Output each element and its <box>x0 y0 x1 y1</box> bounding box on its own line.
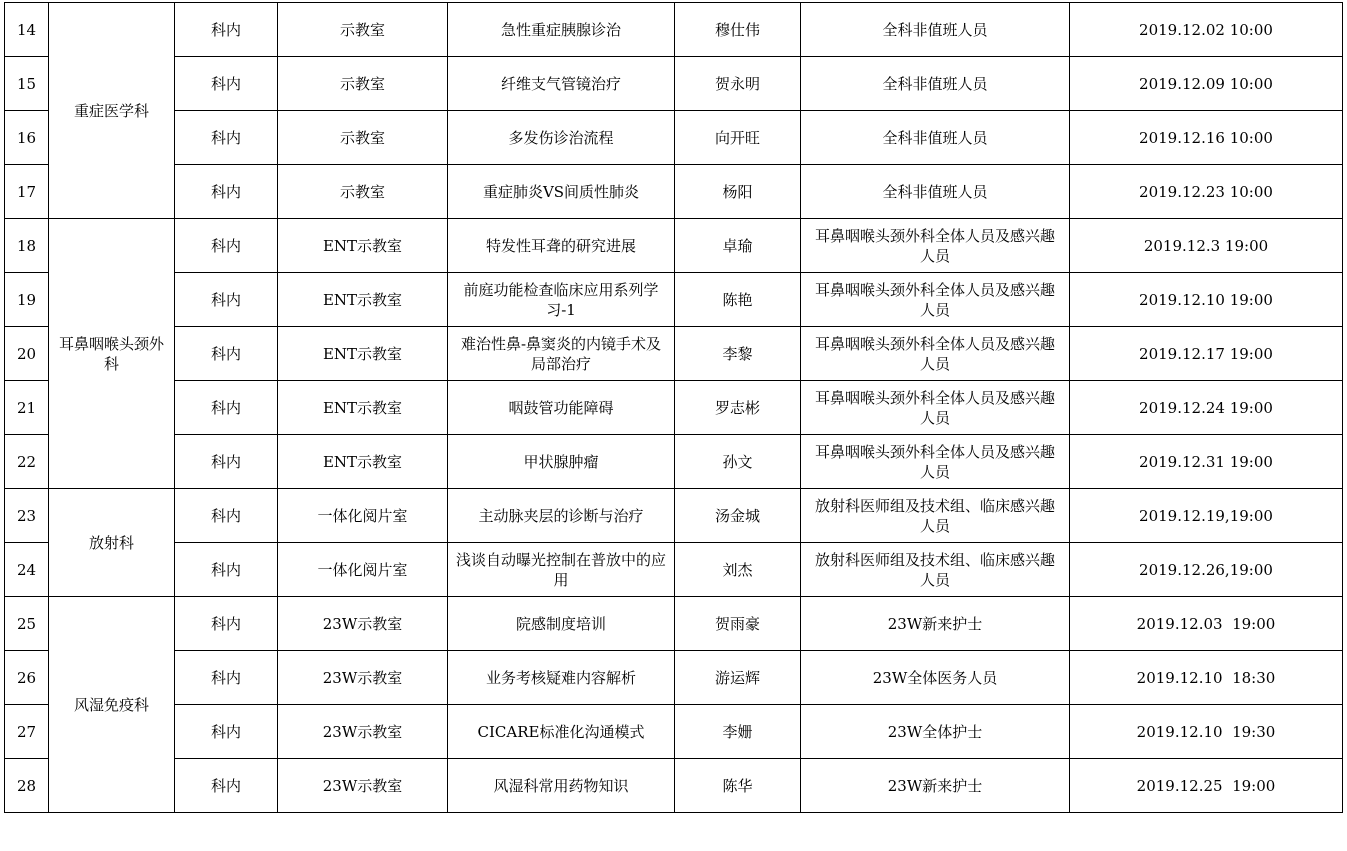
table-row <box>5 273 1343 327</box>
audience-cell: 23W全体护士 <box>801 705 1070 759</box>
location-cell: ENT示教室 <box>278 219 448 273</box>
audience-cell: 耳鼻咽喉头颈外科全体人员及感兴趣人员 <box>801 327 1070 381</box>
table-row <box>5 759 1343 813</box>
location-cell: ENT示教室 <box>278 273 448 327</box>
topic-cell: 重症肺炎VS间质性肺炎 <box>448 165 675 219</box>
row-number-cell: 23 <box>5 489 49 543</box>
table-row <box>5 543 1343 597</box>
time-cell: 2019.12.09 10:00 <box>1070 57 1343 111</box>
audience-cell: 耳鼻咽喉头颈外科全体人员及感兴趣人员 <box>801 273 1070 327</box>
table-row <box>5 381 1343 435</box>
speaker-cell: 陈艳 <box>675 273 801 327</box>
time-cell: 2019.12.23 10:00 <box>1070 165 1343 219</box>
row-number-cell: 22 <box>5 435 49 489</box>
table-row <box>5 327 1343 381</box>
speaker-cell: 贺永明 <box>675 57 801 111</box>
table-row <box>5 3 1343 57</box>
topic-cell: 浅谈自动曝光控制在普放中的应用 <box>448 543 675 597</box>
topic-cell: 特发性耳聋的研究进展 <box>448 219 675 273</box>
type-cell: 科内 <box>175 543 278 597</box>
location-cell: ENT示教室 <box>278 435 448 489</box>
table-row <box>5 489 1343 543</box>
row-number-cell: 27 <box>5 705 49 759</box>
department-cell: 耳鼻咽喉头颈外科 <box>49 219 175 489</box>
type-cell: 科内 <box>175 651 278 705</box>
type-cell: 科内 <box>175 705 278 759</box>
type-cell: 科内 <box>175 489 278 543</box>
type-cell: 科内 <box>175 597 278 651</box>
time-cell: 2019.12.10 18:30 <box>1070 651 1343 705</box>
type-cell: 科内 <box>175 165 278 219</box>
speaker-cell: 陈华 <box>675 759 801 813</box>
row-number-cell: 20 <box>5 327 49 381</box>
speaker-cell: 孙文 <box>675 435 801 489</box>
row-number-cell: 14 <box>5 3 49 57</box>
location-cell: 一体化阅片室 <box>278 489 448 543</box>
row-number-cell: 18 <box>5 219 49 273</box>
row-number-cell: 21 <box>5 381 49 435</box>
department-cell: 重症医学科 <box>49 3 175 219</box>
topic-cell: 多发伤诊治流程 <box>448 111 675 165</box>
row-number-cell: 19 <box>5 273 49 327</box>
audience-cell: 耳鼻咽喉头颈外科全体人员及感兴趣人员 <box>801 381 1070 435</box>
topic-cell: 前庭功能检查临床应用系列学习-1 <box>448 273 675 327</box>
schedule-body <box>5 3 1343 813</box>
speaker-cell: 卓瑜 <box>675 219 801 273</box>
lecture-schedule-table <box>4 2 1343 813</box>
topic-cell: 甲状腺肿瘤 <box>448 435 675 489</box>
topic-cell: 院感制度培训 <box>448 597 675 651</box>
type-cell: 科内 <box>175 435 278 489</box>
row-number-cell: 28 <box>5 759 49 813</box>
location-cell: 23W示教室 <box>278 651 448 705</box>
row-number-cell: 16 <box>5 111 49 165</box>
topic-cell: 风湿科常用药物知识 <box>448 759 675 813</box>
time-cell: 2019.12.19,19:00 <box>1070 489 1343 543</box>
type-cell: 科内 <box>175 327 278 381</box>
table-row <box>5 111 1343 165</box>
time-cell: 2019.12.25 19:00 <box>1070 759 1343 813</box>
table-row <box>5 219 1343 273</box>
topic-cell: 纤维支气管镜治疗 <box>448 57 675 111</box>
audience-cell: 耳鼻咽喉头颈外科全体人员及感兴趣人员 <box>801 219 1070 273</box>
location-cell: 示教室 <box>278 3 448 57</box>
topic-cell: 咽鼓管功能障碍 <box>448 381 675 435</box>
time-cell: 2019.12.3 19:00 <box>1070 219 1343 273</box>
row-number-cell: 25 <box>5 597 49 651</box>
audience-cell: 放射科医师组及技术组、临床感兴趣人员 <box>801 489 1070 543</box>
type-cell: 科内 <box>175 111 278 165</box>
speaker-cell: 穆仕伟 <box>675 3 801 57</box>
location-cell: 23W示教室 <box>278 705 448 759</box>
audience-cell: 全科非值班人员 <box>801 3 1070 57</box>
audience-cell: 耳鼻咽喉头颈外科全体人员及感兴趣人员 <box>801 435 1070 489</box>
topic-cell: 业务考核疑难内容解析 <box>448 651 675 705</box>
speaker-cell: 李黎 <box>675 327 801 381</box>
type-cell: 科内 <box>175 3 278 57</box>
location-cell: 23W示教室 <box>278 597 448 651</box>
speaker-cell: 贺雨豪 <box>675 597 801 651</box>
speaker-cell: 罗志彬 <box>675 381 801 435</box>
topic-cell: CICARE标准化沟通模式 <box>448 705 675 759</box>
speaker-cell: 刘杰 <box>675 543 801 597</box>
type-cell: 科内 <box>175 273 278 327</box>
table-row <box>5 435 1343 489</box>
audience-cell: 23W新来护士 <box>801 759 1070 813</box>
table-row <box>5 165 1343 219</box>
speaker-cell: 李姗 <box>675 705 801 759</box>
table-row <box>5 705 1343 759</box>
location-cell: 23W示教室 <box>278 759 448 813</box>
row-number-cell: 15 <box>5 57 49 111</box>
table-row <box>5 651 1343 705</box>
location-cell: ENT示教室 <box>278 327 448 381</box>
audience-cell: 23W全体医务人员 <box>801 651 1070 705</box>
type-cell: 科内 <box>175 219 278 273</box>
location-cell: 示教室 <box>278 57 448 111</box>
speaker-cell: 向开旺 <box>675 111 801 165</box>
type-cell: 科内 <box>175 57 278 111</box>
audience-cell: 放射科医师组及技术组、临床感兴趣人员 <box>801 543 1070 597</box>
speaker-cell: 杨阳 <box>675 165 801 219</box>
time-cell: 2019.12.02 10:00 <box>1070 3 1343 57</box>
type-cell: 科内 <box>175 759 278 813</box>
table-row <box>5 57 1343 111</box>
time-cell: 2019.12.17 19:00 <box>1070 327 1343 381</box>
row-number-cell: 17 <box>5 165 49 219</box>
time-cell: 2019.12.24 19:00 <box>1070 381 1343 435</box>
location-cell: 一体化阅片室 <box>278 543 448 597</box>
row-number-cell: 26 <box>5 651 49 705</box>
time-cell: 2019.12.26,19:00 <box>1070 543 1343 597</box>
department-cell: 风湿免疫科 <box>49 597 175 813</box>
time-cell: 2019.12.10 19:30 <box>1070 705 1343 759</box>
row-number-cell: 24 <box>5 543 49 597</box>
speaker-cell: 汤金城 <box>675 489 801 543</box>
audience-cell: 23W新来护士 <box>801 597 1070 651</box>
time-cell: 2019.12.10 19:00 <box>1070 273 1343 327</box>
time-cell: 2019.12.16 10:00 <box>1070 111 1343 165</box>
type-cell: 科内 <box>175 381 278 435</box>
location-cell: 示教室 <box>278 165 448 219</box>
topic-cell: 主动脉夹层的诊断与治疗 <box>448 489 675 543</box>
audience-cell: 全科非值班人员 <box>801 165 1070 219</box>
time-cell: 2019.12.31 19:00 <box>1070 435 1343 489</box>
topic-cell: 难治性鼻-鼻窦炎的内镜手术及局部治疗 <box>448 327 675 381</box>
audience-cell: 全科非值班人员 <box>801 57 1070 111</box>
topic-cell: 急性重症胰腺诊治 <box>448 3 675 57</box>
audience-cell: 全科非值班人员 <box>801 111 1070 165</box>
location-cell: 示教室 <box>278 111 448 165</box>
speaker-cell: 游运辉 <box>675 651 801 705</box>
time-cell: 2019.12.03 19:00 <box>1070 597 1343 651</box>
department-cell: 放射科 <box>49 489 175 597</box>
table-row <box>5 597 1343 651</box>
location-cell: ENT示教室 <box>278 381 448 435</box>
